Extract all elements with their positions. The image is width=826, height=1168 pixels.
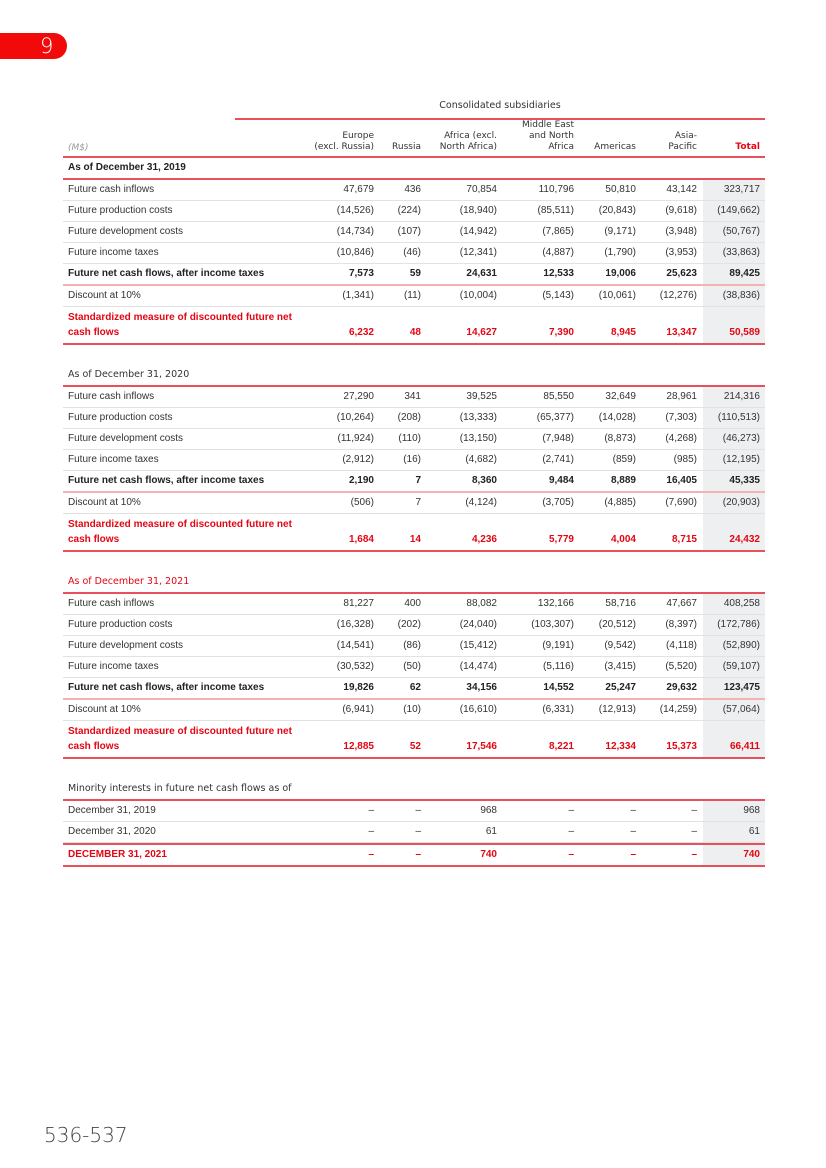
cell-value: 968 — [480, 805, 497, 816]
row-label: Future income taxes — [68, 661, 159, 672]
cell-value: 123,475 — [723, 682, 760, 693]
row-label: Future development costs — [68, 226, 184, 237]
cell-value: (20,903) — [722, 497, 760, 508]
column-header: Total — [735, 142, 760, 152]
cell-value: (46,273) — [722, 433, 760, 444]
section-tab — [0, 33, 67, 59]
table-row — [63, 594, 765, 615]
cell-value: (103,307) — [531, 619, 574, 630]
table-row — [63, 801, 765, 822]
cell-value: 19,006 — [605, 268, 636, 279]
cell-value: 740 — [480, 849, 497, 860]
cell-value: 1,684 — [348, 534, 374, 545]
unit-label: (M$) — [68, 143, 89, 153]
cell-value: 740 — [743, 849, 760, 860]
cell-value: 58,716 — [605, 598, 636, 609]
column-header: Africa (excl. North Africa) — [439, 131, 497, 152]
cell-value: (4,268) — [665, 433, 697, 444]
table-row — [63, 721, 765, 759]
cell-value: 7 — [415, 475, 421, 486]
cell-value: 13,347 — [666, 327, 697, 338]
cell-value: (20,512) — [598, 619, 636, 630]
section-title — [63, 365, 765, 387]
cell-value: (110,513) — [717, 412, 760, 423]
cell-value: (6,331) — [542, 704, 574, 715]
cell-value: (7,303) — [665, 412, 697, 423]
cell-value: (18,940) — [459, 205, 497, 216]
column-header: Middle East and North Africa — [521, 120, 574, 152]
cell-value: (107) — [397, 226, 421, 237]
section-gap — [63, 759, 765, 779]
row-label: Discount at 10% — [68, 704, 141, 715]
cell-value: 110,796 — [538, 184, 574, 195]
cell-value: (12,913) — [598, 704, 636, 715]
row-label: December 31, 2020 — [68, 826, 156, 837]
cell-value: 85,550 — [543, 391, 574, 402]
column-header: Americas — [594, 142, 636, 152]
cell-value: – — [630, 805, 636, 816]
cell-value: (9,191) — [542, 640, 574, 651]
column-header: Asia- Pacific — [668, 131, 697, 152]
cell-value: (14,942) — [459, 226, 497, 237]
cell-value: 12,334 — [605, 741, 636, 752]
cell-value: (85,511) — [537, 205, 574, 216]
cell-value: 8,360 — [471, 475, 497, 486]
cell-value: 8,221 — [548, 741, 574, 752]
cell-value: 50,810 — [605, 184, 636, 195]
cell-value: 408,258 — [723, 598, 760, 609]
table-body — [63, 158, 765, 867]
row-label: Standardized measure of discounted future net cash flows — [68, 519, 292, 545]
cell-value: 89,425 — [729, 268, 760, 279]
cell-value: (9,171) — [604, 226, 636, 237]
cell-value: 50,589 — [729, 327, 760, 338]
row-label: Future net cash flows, after income taxes — [68, 682, 265, 693]
cell-value: 17,546 — [466, 741, 497, 752]
table-row — [63, 657, 765, 678]
row-label: Future net cash flows, after income taxes — [68, 268, 265, 279]
cell-value: (5,520) — [665, 661, 697, 672]
table-row — [63, 822, 765, 843]
cell-value: 62 — [409, 682, 421, 693]
section-title-text: As of December 31, 2019 — [68, 162, 186, 173]
cell-value: 61 — [748, 826, 760, 837]
table-row — [63, 843, 765, 867]
table-row — [63, 493, 765, 514]
cell-value: – — [415, 826, 421, 837]
cell-value: 7 — [415, 497, 421, 508]
cell-value: – — [568, 805, 574, 816]
row-label: Discount at 10% — [68, 497, 141, 508]
cell-value: (10,004) — [459, 290, 497, 301]
cell-value: (13,150) — [459, 433, 497, 444]
cell-value: 19,826 — [343, 682, 374, 693]
cell-value: 27,290 — [343, 391, 374, 402]
cell-value: (3,705) — [542, 497, 574, 508]
section-title — [63, 158, 765, 180]
cell-value: (65,377) — [536, 412, 574, 423]
cell-value: (14,541) — [336, 640, 374, 651]
cell-value: 9,484 — [548, 475, 574, 486]
cell-value: (38,836) — [722, 290, 760, 301]
table-row — [63, 678, 765, 700]
row-label: Future development costs — [68, 640, 184, 651]
cell-value: – — [568, 849, 574, 860]
cell-value: (14,734) — [336, 226, 374, 237]
row-label: December 31, 2019 — [68, 805, 156, 816]
cell-value: (7,690) — [665, 497, 697, 508]
cell-value: (46) — [403, 247, 421, 258]
cell-value: (5,116) — [543, 661, 574, 672]
cell-value: (86) — [403, 640, 421, 651]
cell-value: (2,741) — [542, 454, 574, 465]
cell-value: (5,143) — [542, 290, 574, 301]
cell-value: 43,142 — [666, 184, 697, 195]
cell-value: 12,885 — [343, 741, 374, 752]
table-row — [63, 201, 765, 222]
column-header: Russia — [392, 142, 421, 152]
column-header: Europe (excl. Russia) — [314, 131, 374, 152]
cell-value: (16) — [403, 454, 421, 465]
cell-value: 29,632 — [666, 682, 697, 693]
cell-value: (15,412) — [459, 640, 497, 651]
cell-value: (1,341) — [342, 290, 374, 301]
cell-value: (50,767) — [722, 226, 760, 237]
page-range: 536-537 — [44, 1123, 128, 1147]
cell-value: 7,390 — [548, 327, 574, 338]
table-row — [63, 307, 765, 345]
section-number: 9 — [40, 34, 54, 58]
cell-value: (2,912) — [342, 454, 374, 465]
cell-value: (24,040) — [459, 619, 497, 630]
cell-value: (12,341) — [459, 247, 497, 258]
cell-value: (4,118) — [666, 640, 697, 651]
cell-value: (52,890) — [722, 640, 760, 651]
table-row — [63, 514, 765, 552]
cell-value: 323,717 — [723, 184, 760, 195]
row-label: Future income taxes — [68, 454, 159, 465]
cell-value: (224) — [397, 205, 421, 216]
cell-value: 8,715 — [671, 534, 697, 545]
cell-value: 14 — [409, 534, 421, 545]
cell-value: 45,335 — [729, 475, 760, 486]
section-title — [63, 572, 765, 594]
cell-value: – — [368, 826, 374, 837]
cell-value: (4,887) — [542, 247, 574, 258]
cell-value: (4,885) — [604, 497, 636, 508]
cell-value: (208) — [397, 412, 421, 423]
cell-value: 48 — [409, 327, 421, 338]
cell-value: – — [630, 849, 636, 860]
cell-value: (7,948) — [542, 433, 574, 444]
cell-value: (14,259) — [659, 704, 697, 715]
cell-value: – — [568, 826, 574, 837]
cash-flow-table — [63, 96, 765, 867]
cell-value: (9,542) — [604, 640, 636, 651]
cell-value: 47,667 — [666, 598, 697, 609]
cell-value: (110) — [398, 433, 421, 444]
row-label: Standardized measure of discounted future net cash flows — [68, 726, 292, 752]
cell-value: – — [630, 826, 636, 837]
cell-value: (4,682) — [465, 454, 497, 465]
cell-value: (149,662) — [717, 205, 760, 216]
cell-value: (30,532) — [336, 661, 374, 672]
cell-value: (11,924) — [337, 433, 374, 444]
cell-value: (12,276) — [659, 290, 697, 301]
cell-value: (7,865) — [542, 226, 574, 237]
section-title-text: As of December 31, 2020 — [68, 369, 190, 380]
cell-value: (506) — [350, 497, 374, 508]
table-row — [63, 429, 765, 450]
cell-value: (11) — [403, 290, 421, 301]
cell-value: 436 — [404, 184, 421, 195]
cell-value: (4,124) — [465, 497, 497, 508]
cell-value: 24,631 — [466, 268, 497, 279]
cell-value: 2,190 — [348, 475, 374, 486]
cell-value: (13,333) — [459, 412, 497, 423]
cell-value: – — [415, 805, 421, 816]
cell-value: 25,623 — [666, 268, 697, 279]
table-row — [63, 286, 765, 307]
cell-value: 47,679 — [343, 184, 374, 195]
cell-value: 968 — [743, 805, 760, 816]
cell-value: (6,941) — [342, 704, 374, 715]
section-title — [63, 779, 765, 801]
cell-value: 12,533 — [543, 268, 574, 279]
cell-value: (10) — [403, 704, 421, 715]
row-label: Standardized measure of discounted future net cash flows — [68, 312, 292, 338]
cell-value: 88,082 — [466, 598, 497, 609]
row-label: DECEMBER 31, 2021 — [68, 849, 167, 860]
row-label: Future production costs — [68, 205, 173, 216]
cell-value: (50) — [403, 661, 421, 672]
section-title-text: As of December 31, 2021 — [68, 576, 190, 587]
cell-value: (172,786) — [717, 619, 760, 630]
row-label: Future development costs — [68, 433, 184, 444]
table-row — [63, 264, 765, 286]
cell-value: 6,232 — [348, 327, 374, 338]
cell-value: (9,618) — [665, 205, 697, 216]
table-row — [63, 243, 765, 264]
cell-value: (57,064) — [722, 704, 760, 715]
cell-value: 28,961 — [666, 391, 697, 402]
cell-value: 14,627 — [466, 327, 497, 338]
cell-value: 70,854 — [466, 184, 497, 195]
cell-value: 132,166 — [537, 598, 574, 609]
cell-value: – — [368, 805, 374, 816]
table-row — [63, 180, 765, 201]
cell-value: (859) — [612, 454, 636, 465]
cell-value: 24,432 — [729, 534, 760, 545]
cell-value: (33,863) — [722, 247, 760, 258]
cell-value: 25,247 — [605, 682, 636, 693]
column-header-row — [63, 120, 765, 158]
cell-value: (10,061) — [598, 290, 636, 301]
cell-value: 8,945 — [610, 327, 636, 338]
cell-value: 59 — [409, 268, 421, 279]
cell-value: (3,953) — [665, 247, 697, 258]
cell-value: 81,227 — [343, 598, 374, 609]
cell-value: 66,411 — [729, 741, 760, 752]
table-row — [63, 408, 765, 429]
cell-value: 5,779 — [548, 534, 574, 545]
section-title-text: Minority interests in future net cash flows as of — [68, 783, 292, 794]
cell-value: 16,405 — [666, 475, 697, 486]
cell-value: 52 — [409, 741, 421, 752]
cell-value: (59,107) — [722, 661, 760, 672]
cell-value: (14,526) — [336, 205, 374, 216]
cell-value: 15,373 — [666, 741, 697, 752]
cell-value: (3,948) — [665, 226, 697, 237]
row-label: Future cash inflows — [68, 391, 155, 402]
group-header: Consolidated subsidiaries — [439, 100, 561, 111]
section-gap — [63, 552, 765, 572]
row-label: Future cash inflows — [68, 184, 155, 195]
table-row — [63, 615, 765, 636]
cell-value: 4,236 — [471, 534, 497, 545]
cell-value: (16,328) — [336, 619, 374, 630]
cell-value: 4,004 — [610, 534, 636, 545]
table-row — [63, 636, 765, 657]
cell-value: (8,397) — [665, 619, 697, 630]
cell-value: 400 — [404, 598, 421, 609]
row-label: Future cash inflows — [68, 598, 155, 609]
cell-value: (20,843) — [598, 205, 636, 216]
cell-value: (14,028) — [598, 412, 636, 423]
row-label: Discount at 10% — [68, 290, 141, 301]
table-row — [63, 450, 765, 471]
table-row — [63, 700, 765, 721]
cell-value: (3,415) — [604, 661, 636, 672]
cell-value: (16,610) — [459, 704, 497, 715]
cell-value: 214,316 — [723, 391, 760, 402]
cell-value: (1,790) — [604, 247, 636, 258]
cell-value: 14,552 — [543, 682, 574, 693]
cell-value: 32,649 — [605, 391, 636, 402]
cell-value: – — [368, 849, 374, 860]
cell-value: 8,889 — [610, 475, 636, 486]
row-label: Future production costs — [68, 412, 173, 423]
cell-value: (14,474) — [459, 661, 497, 672]
table-row — [63, 222, 765, 243]
cell-value: 341 — [404, 391, 421, 402]
cell-value: (10,846) — [336, 247, 374, 258]
row-label: Future income taxes — [68, 247, 159, 258]
row-label: Future production costs — [68, 619, 173, 630]
cell-value: – — [691, 826, 697, 837]
table-row — [63, 471, 765, 493]
cell-value: – — [691, 849, 697, 860]
cell-value: (10,264) — [336, 412, 374, 423]
cell-value: (202) — [397, 619, 421, 630]
cell-value: (8,873) — [604, 433, 636, 444]
cell-value: – — [691, 805, 697, 816]
table-row — [63, 387, 765, 408]
section-gap — [63, 345, 765, 365]
cell-value: (985) — [673, 454, 697, 465]
cell-value: 39,525 — [466, 391, 497, 402]
cell-value: – — [415, 849, 421, 860]
row-label: Future net cash flows, after income taxes — [68, 475, 265, 486]
cell-value: 61 — [485, 826, 497, 837]
cell-value: 34,156 — [466, 682, 497, 693]
cell-value: (12,195) — [722, 454, 760, 465]
cell-value: 7,573 — [348, 268, 374, 279]
